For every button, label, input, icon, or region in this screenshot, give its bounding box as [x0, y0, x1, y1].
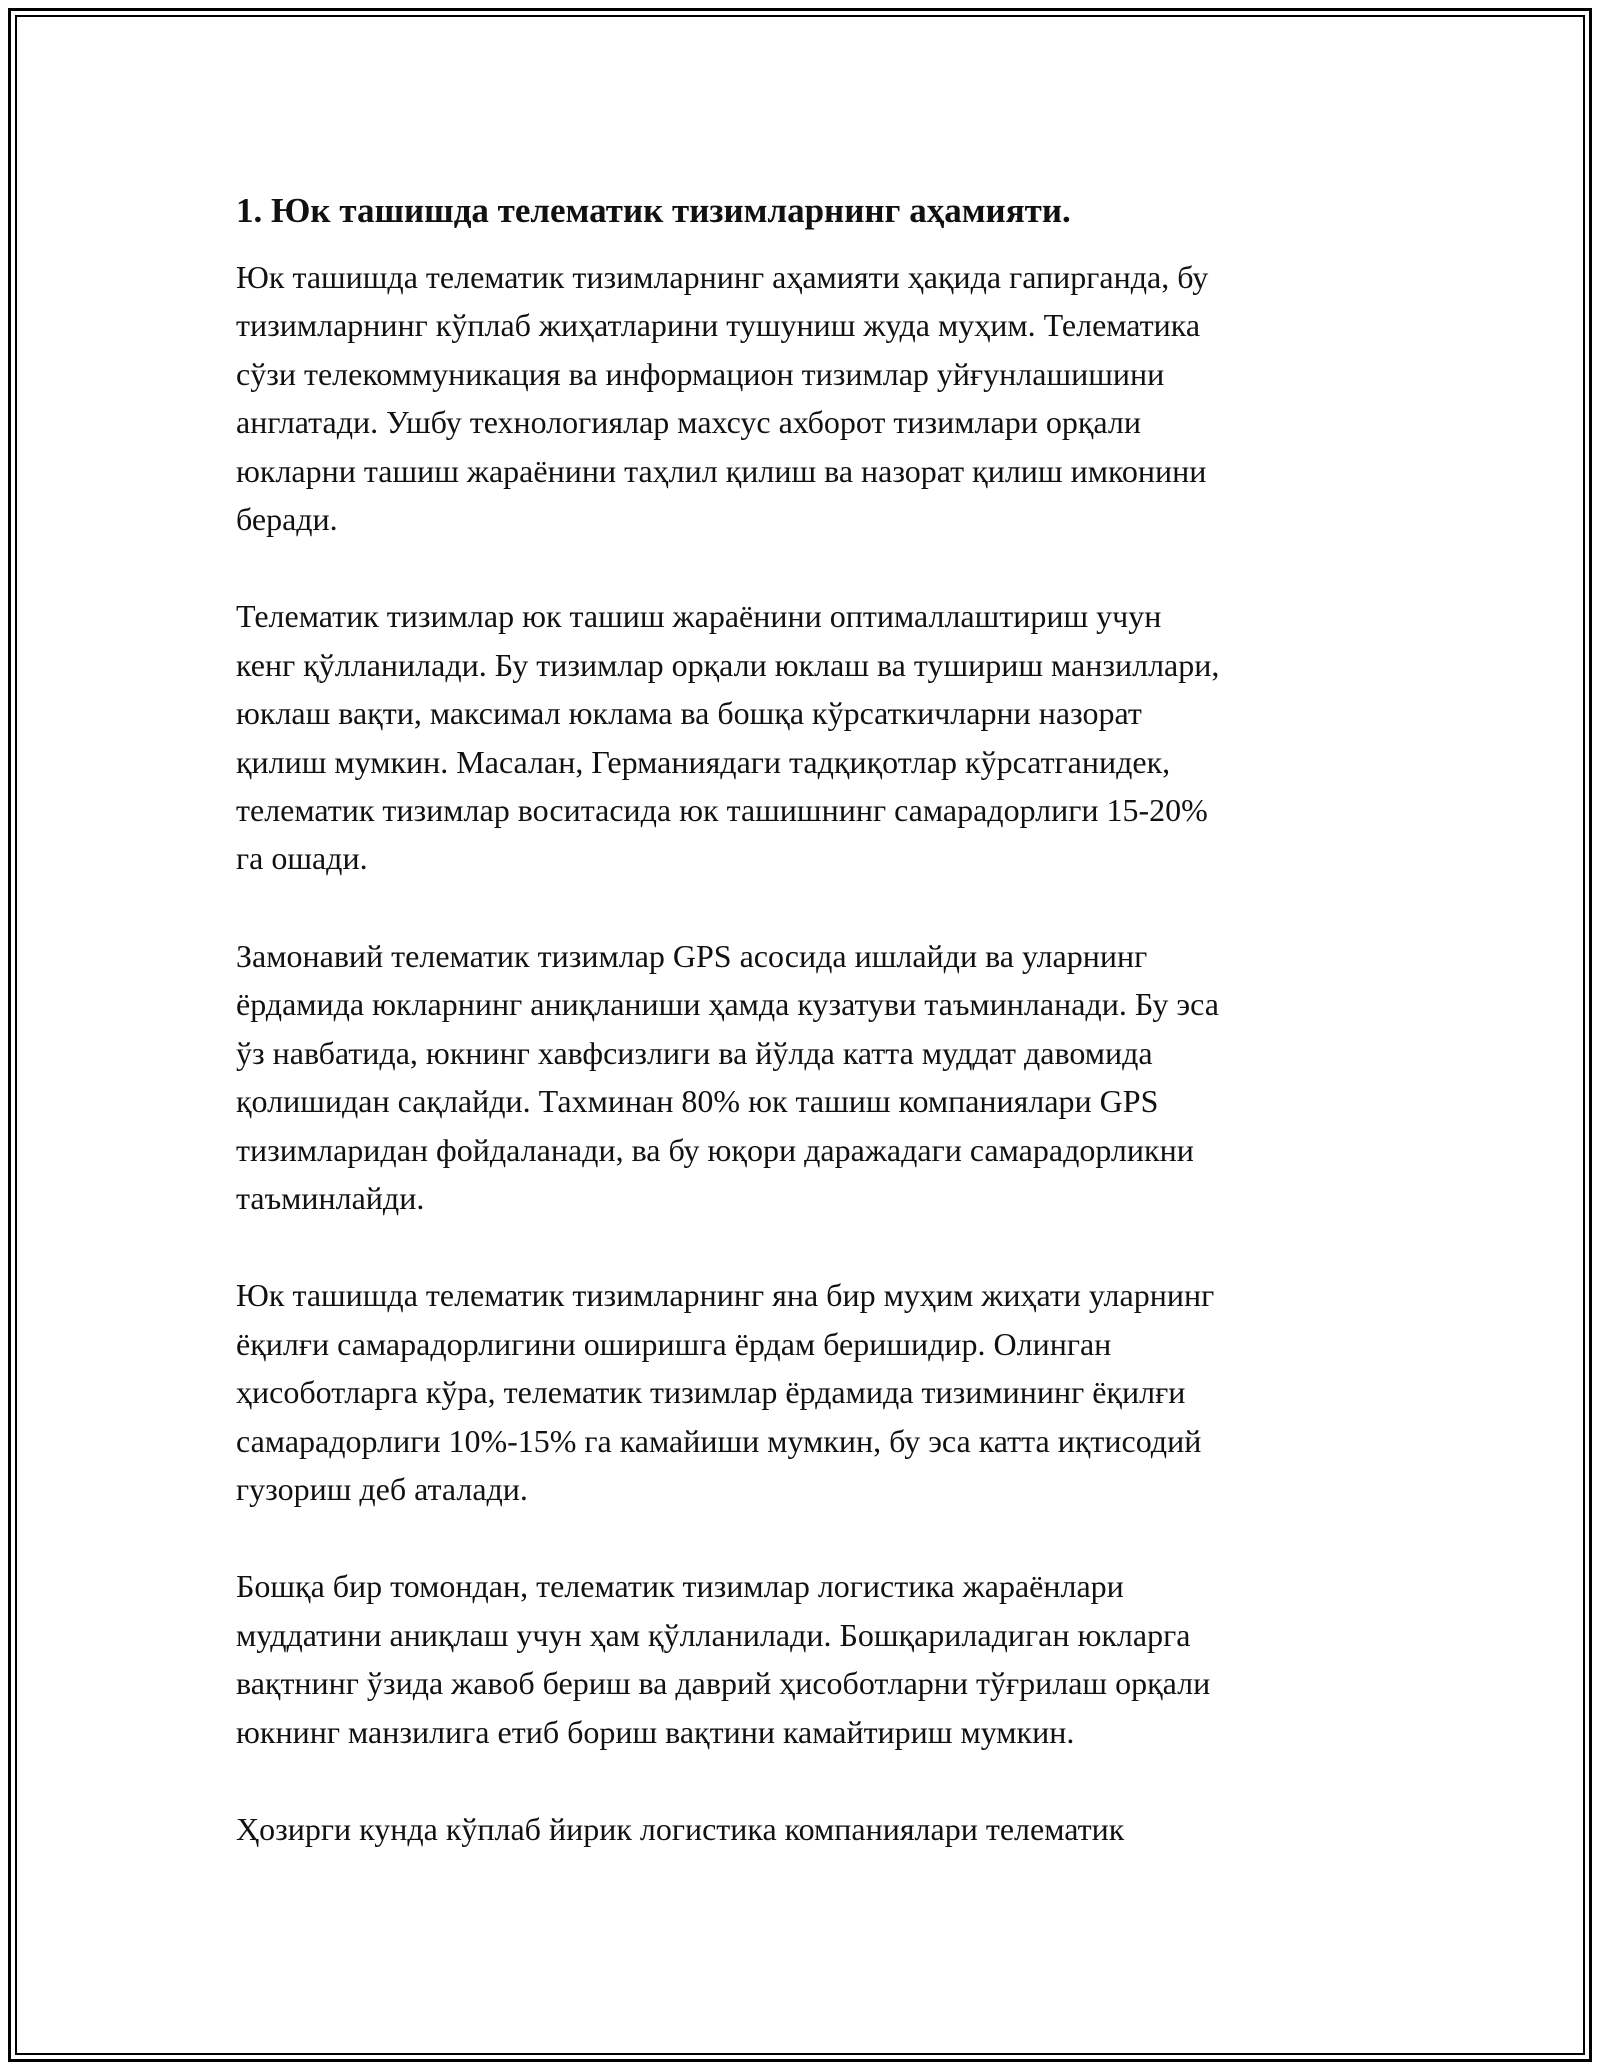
text-line: га ошади.	[236, 840, 368, 877]
text-line: беради.	[236, 501, 338, 538]
text-line: тизимларидан фойдаланади, ва бу юқори даражадаги самарадорликни	[236, 1131, 1194, 1168]
text-line: ёрдамида юкларнинг аниқланиши ҳамда кузатуви таъминланади. Бу эса	[236, 986, 1219, 1023]
document-body	[236, 187, 1376, 1902]
paragraph-6	[236, 1805, 1376, 1853]
text-line: самарадорлиги 10%-15% га камайиши мумкин, бу эса катта иқтисодий	[236, 1422, 1202, 1459]
text-line: қилиш мумкин. Масалан, Германиядаги тадқиқотлар кўрсатганидек,	[236, 743, 1171, 780]
text-line: ўз навбатида, юкнинг хавфсизлиги ва йўлда катта муддат давомида	[236, 1034, 1153, 1071]
text-line: юкнинг манзилига етиб бориш вақтини камайтириш мумкин.	[236, 1713, 1075, 1750]
text-line: англатади. Ушбу технологиялар махсус ахборот тизимлари орқали	[236, 404, 1141, 441]
paragraph-4	[236, 1271, 1376, 1513]
text-line: юкларни ташиш жараёнини таҳлил қилиш ва назорат қилиш имконини	[236, 452, 1207, 489]
text-line: ҳисоботларга кўра, телематик тизимлар ёрдамида тизимининг ёқилғи	[236, 1374, 1186, 1411]
text-line: тизимларнинг кўплаб жиҳатларини тушуниш жуда муҳим. Телематика	[236, 307, 1201, 344]
section-heading: 1. Юк ташишда телематик тизимларнинг аҳамияти.	[236, 191, 1071, 230]
text-line: сўзи телекоммуникация ва информацион тизимлар уйғунлашишини	[236, 355, 1165, 392]
text-line: Юк ташишда телематик тизимларнинг аҳамияти ҳақида гапирганда, бу	[236, 259, 1209, 295]
paragraph-1	[236, 253, 1376, 543]
text-line: Юк ташишда телематик тизимларнинг яна бир муҳим жиҳати уларнинг	[236, 1277, 1215, 1314]
text-line: қолишидан сақлайди. Тахминан 80% юк ташиш компаниялари GPS	[236, 1083, 1159, 1120]
text-line: телематик тизимлар воситасида юк ташишнинг самарадорлиги 15-20%	[236, 792, 1208, 829]
text-line: Замонавий телематик тизимлар GPS асосида ишлайди ва уларнинг	[236, 937, 1148, 974]
text-line: гузориш деб аталади.	[236, 1470, 528, 1507]
text-line: муддатини аниқлаш учун ҳам қўлланилади. Бошқариладиган юкларга	[236, 1616, 1191, 1653]
text-line: Ҳозирги кунда кўплаб йирик логистика компаниялари телематик	[236, 1810, 1125, 1847]
paragraph-3	[236, 932, 1376, 1222]
text-line: вақтнинг ўзида жавоб бериш ва даврий ҳисоботларни тўғрилаш орқали	[236, 1665, 1211, 1702]
text-line: Бошқа бир томондан, телематик тизимлар логистика жараёнлари	[236, 1568, 1124, 1605]
paragraph-2	[236, 592, 1376, 882]
text-line: Телематик тизимлар юк ташиш жараёнини оптималлаштириш учун	[236, 598, 1162, 635]
paragraph-5	[236, 1562, 1376, 1756]
text-line: ёқилғи самарадорлигини оширишга ёрдам беришидир. Олинган	[236, 1325, 1112, 1362]
text-line: юклаш вақти, максимал юклама ва бошқа кўрсаткичларни назорат	[236, 695, 1142, 732]
text-line: таъминлайди.	[236, 1179, 425, 1216]
text-line: кенг қўлланилади. Бу тизимлар орқали юклаш ва тушириш манзиллари,	[236, 646, 1220, 683]
